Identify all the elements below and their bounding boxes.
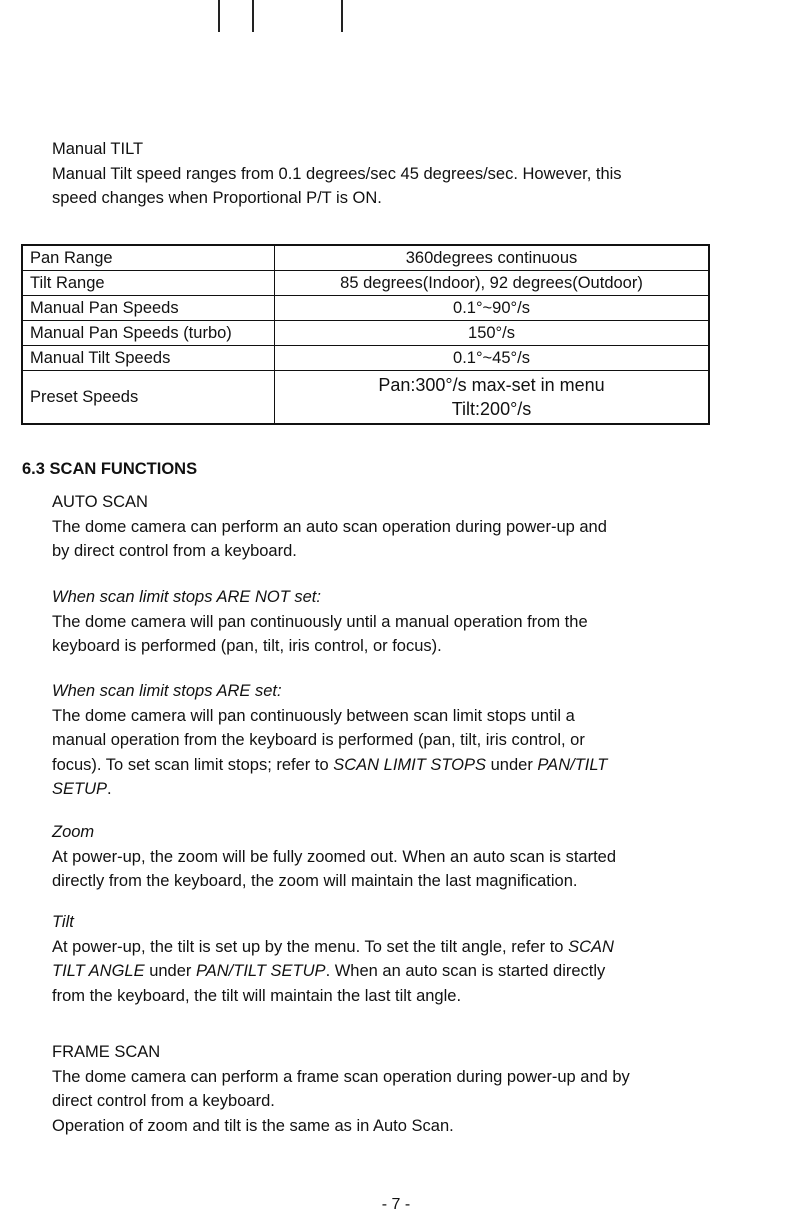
binding-mark xyxy=(341,0,343,32)
auto-scan-heading: AUTO SCAN xyxy=(52,493,148,511)
tilt-block xyxy=(52,910,752,1008)
paragraph-line: from the keyboard, the tilt will maintain the last tilt angle. xyxy=(52,986,462,1005)
binding-mark xyxy=(252,0,254,32)
section-title: 6.3 SCAN FUNCTIONS xyxy=(22,460,198,478)
paragraph-line: manual operation from the keyboard is performed (pan, tilt, iris control, or xyxy=(52,731,585,749)
paragraph-line: keyboard is performed (pan, tilt, iris control, or focus). xyxy=(52,637,442,655)
table-row xyxy=(22,346,709,371)
table-row xyxy=(22,371,709,425)
manual-tilt-text-line: speed changes when Proportional P/T is ON. xyxy=(52,189,382,207)
limits-not-set-block xyxy=(52,585,752,659)
limits-set-block xyxy=(52,679,752,802)
table-row xyxy=(22,296,709,321)
paragraph-line: Operation of zoom and tilt is the same as in Auto Scan. xyxy=(52,1116,454,1135)
reference-scan-limit-stops: SCAN LIMIT STOPS xyxy=(333,755,487,774)
spec-name: Manual Pan Speeds (turbo) xyxy=(22,321,275,346)
spec-name: Manual Pan Speeds xyxy=(22,296,275,321)
reference-setup: SETUP xyxy=(52,780,108,798)
paragraph-line xyxy=(52,777,752,802)
manual-tilt-heading: Manual TILT xyxy=(52,140,144,158)
spec-value-line: Tilt:200°/s xyxy=(451,399,532,419)
text-run: focus). To set scan limit stops; refer to xyxy=(52,755,334,774)
subheading: Zoom xyxy=(52,823,95,841)
spec-value-line: Pan:300°/s max-set in menu xyxy=(378,375,605,395)
manual-tilt-text-line: Manual Tilt speed ranges from 0.1 degrees/sec 45 degrees/sec. However, this xyxy=(52,164,622,183)
table-row xyxy=(22,245,709,271)
binding-mark xyxy=(218,0,220,32)
text-run: At power-up, the tilt is set up by the menu. To set the tilt angle, refer to xyxy=(52,937,569,956)
paragraph-line: The dome camera can perform an auto scan operation during power-up and xyxy=(52,517,607,536)
paragraph-line: The dome camera can perform a frame scan operation during power-up and by xyxy=(52,1067,630,1086)
spec-value: 0.1°~90°/s xyxy=(275,296,710,321)
paragraph-line: At power-up, the zoom will be fully zoomed out. When an auto scan is started xyxy=(52,847,617,866)
spec-value: 150°/s xyxy=(275,321,710,346)
paragraph-line: directly from the keyboard, the zoom will maintain the last magnification. xyxy=(52,872,578,890)
spec-value xyxy=(275,371,710,425)
spec-value: 360degrees continuous xyxy=(275,245,710,271)
reference-pan-tilt: PAN/TILT xyxy=(537,755,608,774)
reference-scan: SCAN xyxy=(568,937,614,956)
subheading: Tilt xyxy=(52,913,74,931)
reference-pan-tilt-setup: PAN/TILT SETUP xyxy=(195,962,326,980)
manual-tilt-block xyxy=(52,137,752,211)
text-run: under xyxy=(486,755,538,774)
text-run: under xyxy=(144,962,196,980)
spec-name: Pan Range xyxy=(22,245,275,271)
spec-name: Tilt Range xyxy=(22,271,275,296)
reference-tilt-angle: TILT ANGLE xyxy=(52,962,145,980)
paragraph-line: The dome camera will pan continuously until a manual operation from the xyxy=(52,612,588,631)
paragraph-line: direct control from a keyboard. xyxy=(52,1092,275,1110)
spec-value: 85 degrees(Indoor), 92 degrees(Outdoor) xyxy=(275,271,710,296)
page-number: - 7 - xyxy=(381,1196,411,1213)
table-row xyxy=(22,271,709,296)
paragraph-line: by direct control from a keyboard. xyxy=(52,542,297,560)
auto-scan-block xyxy=(52,490,752,564)
paragraph-line: The dome camera will pan continuously between scan limit stops until a xyxy=(52,706,575,725)
zoom-block xyxy=(52,820,752,894)
text-run: . xyxy=(107,780,112,798)
subheading: When scan limit stops ARE NOT set: xyxy=(52,588,321,606)
frame-scan-block xyxy=(52,1040,752,1138)
paragraph-line xyxy=(52,935,752,960)
spec-name: Preset Speeds xyxy=(22,371,275,425)
subheading: When scan limit stops ARE set: xyxy=(52,682,282,700)
text-run: . When an auto scan is started directly xyxy=(325,962,606,980)
paragraph-line xyxy=(52,753,752,778)
table-row xyxy=(22,321,709,346)
pan-tilt-spec-table xyxy=(21,244,710,425)
frame-scan-heading: FRAME SCAN xyxy=(52,1043,161,1061)
paragraph-line xyxy=(52,959,752,984)
spec-name: Manual Tilt Speeds xyxy=(22,346,275,371)
spec-value: 0.1°~45°/s xyxy=(275,346,710,371)
